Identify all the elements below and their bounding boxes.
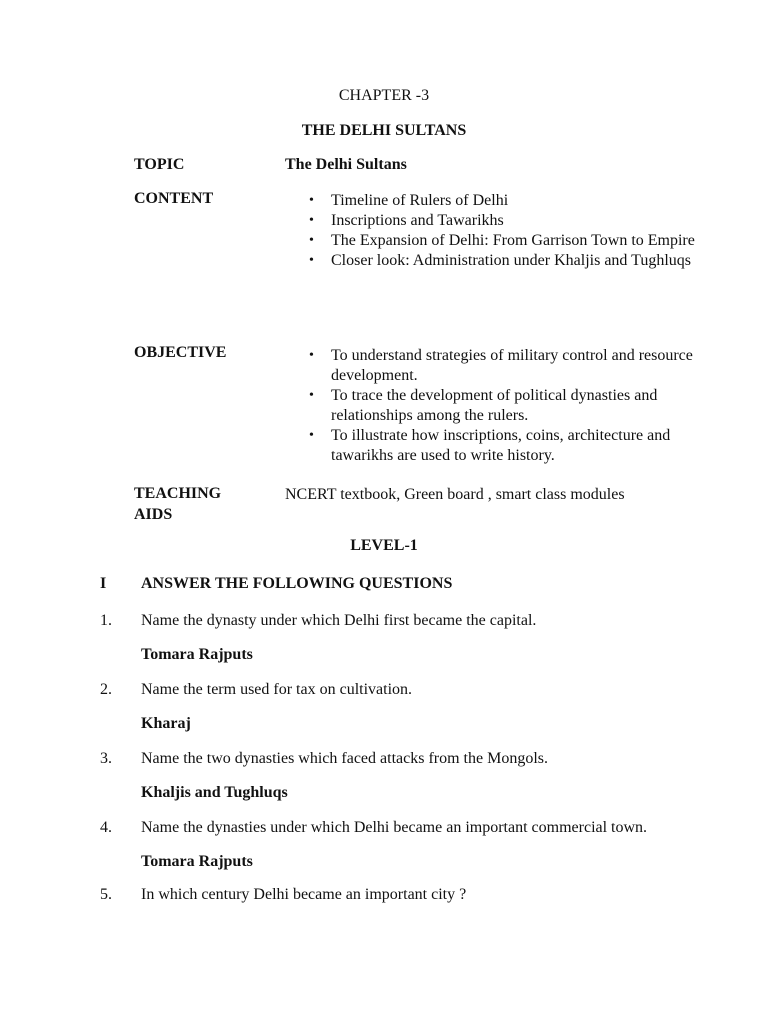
objective-list xyxy=(285,346,725,466)
objective-label: OBJECTIVE xyxy=(134,344,227,361)
bullet-icon: • xyxy=(309,428,314,443)
content-list xyxy=(285,191,725,271)
list-item: • Timeline of Rulers of Delhi xyxy=(309,192,509,209)
answer-text: Tomara Rajputs xyxy=(141,646,253,663)
list-item: • Closer look: Administration under Khaljis and Tughluqs xyxy=(309,252,692,269)
chapter-title: THE DELHI SULTANS xyxy=(301,122,467,139)
question-text: In which century Delhi became an important city ? xyxy=(141,886,467,903)
list-item: • Inscriptions and Tawarikhs xyxy=(309,212,504,229)
chapter-number: CHAPTER -3 xyxy=(338,87,430,104)
list-item: • To understand strategies of military control and resource development. xyxy=(309,347,693,384)
question-text: Name the dynasties under which Delhi became an important commercial town. xyxy=(141,819,648,836)
section-heading: ANSWER THE FOLLOWING QUESTIONS xyxy=(141,575,453,592)
teaching-aids-label-line2: AIDS xyxy=(134,506,173,523)
answer-text: Khaljis and Tughluqs xyxy=(141,784,288,801)
question-text: Name the two dynasties which faced attacks from the Mongols. xyxy=(141,750,548,767)
level-heading: LEVEL-1 xyxy=(350,537,418,554)
question-text: Name the term used for tax on cultivation. xyxy=(141,681,413,698)
question-number: 5. xyxy=(100,886,112,903)
list-item: • The Expansion of Delhi: From Garrison Town to Empire xyxy=(309,232,695,249)
teaching-aids-value: NCERT textbook, Green board , smart class modules xyxy=(285,486,625,503)
topic-value: The Delhi Sultans xyxy=(285,156,407,173)
question-number: 3. xyxy=(100,750,112,767)
content-label: CONTENT xyxy=(134,190,214,207)
question-text: Name the dynasty under which Delhi first became the capital. xyxy=(141,612,537,629)
answer-text: Tomara Rajputs xyxy=(141,853,253,870)
answer-text: Kharaj xyxy=(141,715,191,732)
question-number: 1. xyxy=(100,612,112,629)
teaching-aids-label-line1: TEACHING xyxy=(134,485,222,502)
section-number: I xyxy=(100,575,107,592)
list-item: • To illustrate how inscriptions, coins, architecture and tawarikhs are used to write history. xyxy=(309,427,671,464)
bullet-icon: • xyxy=(309,388,314,403)
topic-label: TOPIC xyxy=(134,156,185,173)
question-number: 4. xyxy=(100,819,112,836)
bullet-icon: • xyxy=(309,348,314,363)
question-number: 2. xyxy=(100,681,112,698)
bullet-icon: • xyxy=(309,253,314,268)
bullet-icon: • xyxy=(309,193,314,208)
list-item: • To trace the development of political dynasties and relationships among the rulers. xyxy=(309,387,658,424)
bullet-icon: • xyxy=(309,213,314,228)
bullet-icon: • xyxy=(309,233,314,248)
